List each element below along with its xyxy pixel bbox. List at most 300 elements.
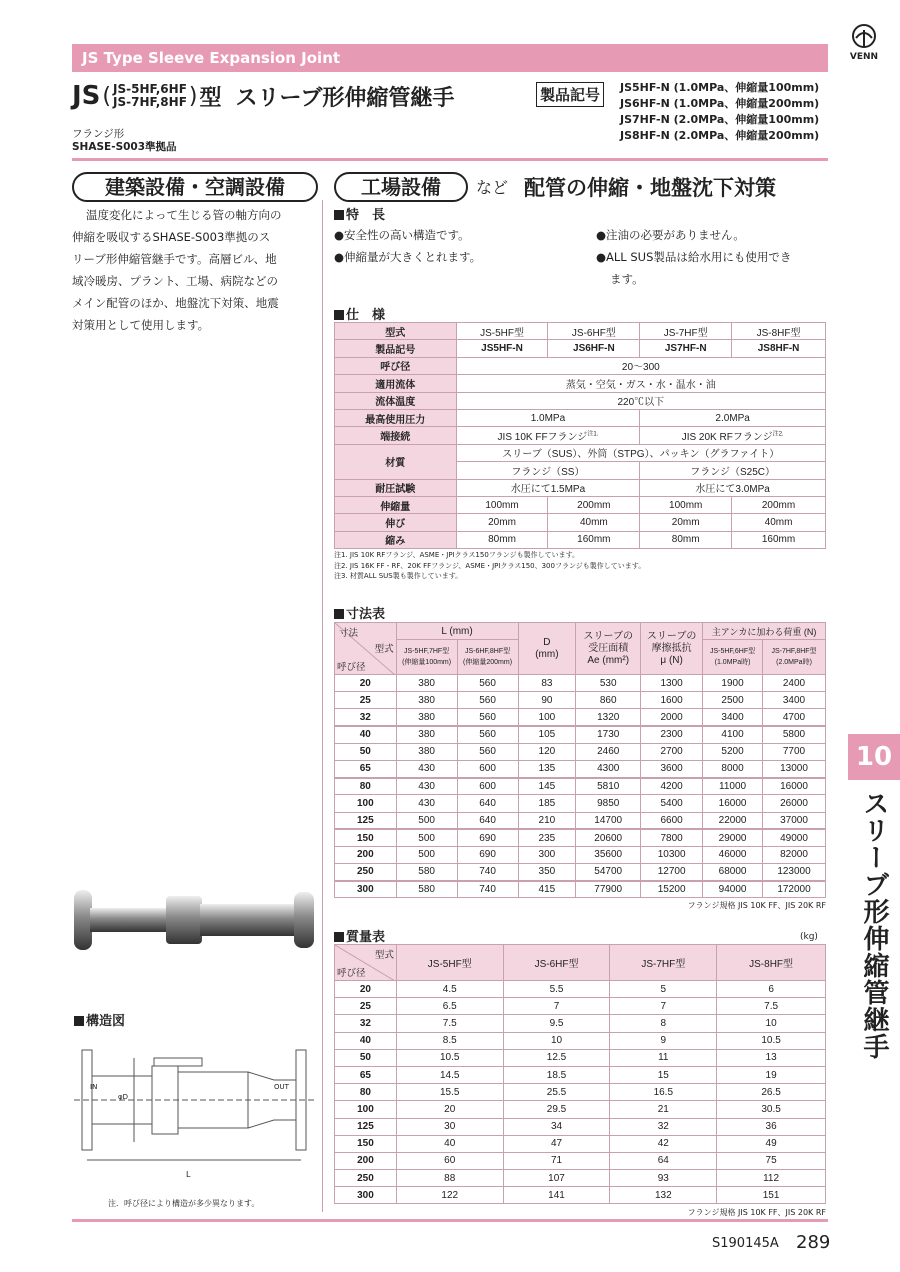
table-cell: 16.5 [610, 1084, 717, 1101]
table-cell: 15 [610, 1066, 717, 1083]
feature-item: ●ALL SUS製品は給水用にも使用でき [596, 250, 792, 264]
table-cell: 77900 [576, 881, 641, 898]
dims-sub: JS-6HF,8HF型 (伸縮量200mm) [457, 640, 518, 675]
table-cell: 15.5 [396, 1084, 503, 1101]
mass-unit: (kg) [800, 932, 818, 942]
spec-label: 流体温度 [335, 392, 457, 409]
spec-cell: 200mm [548, 496, 640, 513]
table-cell: 13000 [763, 760, 826, 777]
spec-cell: 200mm [732, 496, 826, 513]
flange-note [72, 128, 177, 154]
table-cell: 560 [457, 743, 518, 760]
spec-cell: 220℃以下 [456, 392, 825, 409]
table-cell: 19 [717, 1066, 826, 1083]
table-cell: 68000 [703, 864, 763, 881]
table-row [335, 1066, 826, 1083]
spec-cell: 水圧にて1.5MPa [456, 479, 640, 496]
table-row [335, 812, 826, 829]
structure-diagram [74, 1040, 320, 1190]
table-cell: 300 [518, 846, 576, 863]
table-cell: 93 [610, 1170, 717, 1187]
footer-rule [72, 1219, 828, 1222]
table-cell: 640 [457, 812, 518, 829]
table-cell: 600 [457, 778, 518, 795]
table-cell: 49000 [763, 829, 826, 846]
nominal-size: 50 [335, 743, 397, 760]
dims-table [334, 622, 826, 898]
spec-label: 端接続 [335, 427, 457, 444]
table-row [335, 1135, 826, 1152]
table-cell: 5.5 [503, 981, 610, 998]
spec-label: 伸び [335, 514, 457, 531]
table-cell: 34 [503, 1118, 610, 1135]
nominal-size: 50 [335, 1049, 397, 1066]
nominal-size: 200 [335, 846, 397, 863]
mass-table [334, 944, 826, 1204]
intro-line: 温度変化によって生じる管の軸方向の [86, 208, 282, 222]
table-row [335, 692, 826, 709]
table-cell: 580 [396, 881, 457, 898]
table-cell: 10300 [641, 846, 703, 863]
spec-label: 縮み [335, 531, 457, 548]
table-cell: 11000 [703, 778, 763, 795]
table-cell: 16000 [763, 778, 826, 795]
label-out: OUT [274, 1083, 289, 1091]
dims-corner [335, 623, 397, 675]
table-cell: 560 [457, 692, 518, 709]
table-cell: 12700 [641, 864, 703, 881]
spec-label: 耐圧試験 [335, 479, 457, 496]
nominal-size: 250 [335, 864, 397, 881]
table-cell: 500 [396, 812, 457, 829]
dims-sub: JS-5HF,7HF型 (伸縮量100mm) [396, 640, 457, 675]
table-cell: 1320 [576, 709, 641, 726]
table-cell: 71 [503, 1152, 610, 1169]
table-cell: 90 [518, 692, 576, 709]
table-cell: 141 [503, 1187, 610, 1204]
table-row [335, 981, 826, 998]
product-codes [620, 80, 819, 144]
table-cell: 100 [518, 709, 576, 726]
features-list-2 [596, 224, 791, 290]
table-cell: 122 [396, 1187, 503, 1204]
dims-h-L: L (mm) [396, 623, 518, 640]
table-cell: 5800 [763, 726, 826, 743]
table-cell: 7.5 [717, 998, 826, 1015]
table-cell: 21 [610, 1101, 717, 1118]
title-type: 型 [199, 85, 222, 111]
table-row [335, 1118, 826, 1135]
page-title: JS ( JS-5HF,6HF JS-7HF,8HF ) 型 スリーブ形伸縮管継手 [72, 81, 455, 111]
code-line: JS7HF-N (2.0MPa、伸縮量100mm) [620, 113, 820, 126]
spec-cell: JS6HF-N [548, 340, 640, 357]
pill-building: 建築設備・空調設備 [72, 172, 318, 202]
table-row [335, 881, 826, 898]
spec-cell: 160mm [548, 531, 640, 548]
table-cell: 640 [457, 795, 518, 812]
chapter-title: スリーブ形伸縮管継手 [859, 790, 889, 1060]
title-subtitle: スリーブ形伸縮管継手 [235, 85, 455, 111]
table-cell: 5 [610, 981, 717, 998]
spec-note: 注2. JIS 16K FF・RF、20K FFフランジ、ASME・JPIクラス150、300フランジも製作しています。 [334, 561, 646, 570]
table-cell: 47 [503, 1135, 610, 1152]
label-L: L [186, 1170, 191, 1179]
product-photo [74, 882, 320, 958]
spec-table [334, 322, 826, 549]
table-cell: 42 [610, 1135, 717, 1152]
note-shase: SHASE-S003準拠品 [72, 141, 177, 153]
table-cell: 560 [457, 675, 518, 692]
table-cell: 560 [457, 726, 518, 743]
table-cell: 40 [396, 1135, 503, 1152]
column-divider [322, 200, 323, 1212]
table-cell: 7.5 [396, 1015, 503, 1032]
table-cell: 2500 [703, 692, 763, 709]
table-cell: 4.5 [396, 981, 503, 998]
nominal-size: 125 [335, 812, 397, 829]
table-cell: 380 [396, 709, 457, 726]
mass-title: 質量表 [334, 926, 385, 945]
table-cell: 4300 [576, 760, 641, 777]
spec-label: 材質 [335, 444, 457, 479]
product-code-box: 製品記号 [536, 82, 604, 107]
label-phid: φD [118, 1093, 129, 1101]
table-cell: 10 [503, 1032, 610, 1049]
chapter-tab: 10 [848, 734, 900, 780]
table-row [335, 1152, 826, 1169]
table-cell: 46000 [703, 846, 763, 863]
mass-h-model: 型式 [374, 950, 394, 961]
table-cell: 83 [518, 675, 576, 692]
table-row [335, 864, 826, 881]
table-cell: 9 [610, 1032, 717, 1049]
spec-cell: JS-6HF型 [548, 323, 640, 340]
table-cell: 380 [396, 675, 457, 692]
spec-cell: 80mm [640, 531, 732, 548]
nominal-size: 200 [335, 1152, 397, 1169]
spec-cell: 160mm [732, 531, 826, 548]
table-cell: 107 [503, 1170, 610, 1187]
nominal-size: 25 [335, 692, 397, 709]
table-cell: 380 [396, 743, 457, 760]
nominal-size: 150 [335, 1135, 397, 1152]
table-cell: 14700 [576, 812, 641, 829]
spec-cell: スリーブ（SUS）、外筒（STPG）、パッキン（グラファイト） [456, 444, 825, 461]
table-cell: 2000 [641, 709, 703, 726]
mass-corner [335, 945, 397, 981]
table-cell: 22000 [703, 812, 763, 829]
nominal-size: 250 [335, 1170, 397, 1187]
dims-h-Ae: スリーブの 受圧面積 Ae (mm²) [576, 623, 641, 675]
nominal-size: 100 [335, 795, 397, 812]
dims-h-D: D (mm) [518, 623, 576, 675]
table-cell: 10.5 [396, 1049, 503, 1066]
dims-note: フランジ規格 JIS 10K FF、JIS 20K RF [687, 901, 826, 910]
table-cell: 32 [610, 1118, 717, 1135]
intro-line: 対策用として使用します。 [72, 318, 210, 332]
table-cell: 112 [717, 1170, 826, 1187]
dims-sub: JS-7HF,8HF型 (2.0MPa時) [763, 640, 826, 675]
intro-line: 域冷暖房、プラント、工場、病院などの [72, 274, 278, 288]
table-cell: 9.5 [503, 1015, 610, 1032]
table-cell: 12.5 [503, 1049, 610, 1066]
table-cell: 3600 [641, 760, 703, 777]
table-cell: 6600 [641, 812, 703, 829]
table-cell: 9850 [576, 795, 641, 812]
spec-cell: JS8HF-N [732, 340, 826, 357]
table-cell: 30 [396, 1118, 503, 1135]
table-cell: 2460 [576, 743, 641, 760]
nominal-size: 125 [335, 1118, 397, 1135]
table-cell: 54700 [576, 864, 641, 881]
table-cell: 350 [518, 864, 576, 881]
table-cell: 132 [610, 1187, 717, 1204]
table-row [335, 998, 826, 1015]
spec-cell: JIS 20K RFフランジ$^{注2.}$ [640, 427, 826, 444]
table-row [335, 726, 826, 743]
table-cell: 380 [396, 692, 457, 709]
table-cell: 135 [518, 760, 576, 777]
table-cell: 430 [396, 778, 457, 795]
table-cell: 530 [576, 675, 641, 692]
structure-note: 注．呼び径により構造が多少異なります。 [108, 1199, 260, 1208]
nominal-size: 25 [335, 998, 397, 1015]
table-row [335, 846, 826, 863]
nominal-size: 65 [335, 760, 397, 777]
table-cell: 37000 [763, 812, 826, 829]
dims-title: 寸法表 [334, 603, 385, 622]
table-cell: 740 [457, 864, 518, 881]
nominal-size: 300 [335, 1187, 397, 1204]
nominal-size: 150 [335, 829, 397, 846]
table-cell: 151 [717, 1187, 826, 1204]
features-list [334, 224, 481, 268]
spec-cell: JIS 10K FFフランジ$^{注1.}$ [456, 427, 640, 444]
table-cell: 8 [610, 1015, 717, 1032]
spec-cell: 水圧にて3.0MPa [640, 479, 826, 496]
table-row [335, 760, 826, 777]
table-cell: 7 [503, 998, 610, 1015]
feature-item: ます。 [610, 272, 644, 286]
table-cell: 1900 [703, 675, 763, 692]
table-cell: 4700 [763, 709, 826, 726]
spec-label: 型式 [335, 323, 457, 340]
table-row [335, 1084, 826, 1101]
table-cell: 8.5 [396, 1032, 503, 1049]
features-title: 特 長 [334, 204, 385, 223]
pill-factory: 工場設備 [334, 172, 468, 202]
table-cell: 1600 [641, 692, 703, 709]
table-cell: 430 [396, 760, 457, 777]
banner-tagline: 配管の伸縮・地盤沈下対策 [524, 176, 776, 200]
table-cell: 3400 [703, 709, 763, 726]
table-row [335, 778, 826, 795]
table-row [335, 743, 826, 760]
table-cell: 18.5 [503, 1066, 610, 1083]
footer-code: S190145A [712, 1236, 779, 1251]
table-cell: 740 [457, 881, 518, 898]
brand-name: VENN [849, 52, 879, 62]
table-row [335, 1049, 826, 1066]
table-cell: 430 [396, 795, 457, 812]
table-cell: 2400 [763, 675, 826, 692]
note-flange: フランジ形 [72, 128, 125, 140]
structure-title: 構造図 [74, 1010, 125, 1029]
mass-note: フランジ規格 JIS 10K FF、JIS 20K RF [687, 1208, 826, 1217]
table-cell: 7 [610, 998, 717, 1015]
header-band: JS Type Sleeve Expansion Joint [72, 44, 828, 72]
nominal-size: 32 [335, 1015, 397, 1032]
code-line: JS6HF-N (1.0MPa、伸縮量200mm) [620, 97, 820, 110]
spec-label: 適用流体 [335, 375, 457, 392]
spec-cell: 20〜300 [456, 357, 825, 374]
code-line: JS8HF-N (2.0MPa、伸縮量200mm) [620, 129, 820, 142]
table-cell: 26000 [763, 795, 826, 812]
spec-title: 仕 様 [334, 304, 385, 323]
feature-item: ●伸縮量が大きくとれます。 [334, 250, 482, 264]
table-cell: 11 [610, 1049, 717, 1066]
title-js: JS [72, 81, 101, 111]
nominal-size: 40 [335, 1032, 397, 1049]
table-cell: 36 [717, 1118, 826, 1135]
table-cell: 16000 [703, 795, 763, 812]
spec-cell: 20mm [456, 514, 548, 531]
table-cell: 7700 [763, 743, 826, 760]
table-cell: 600 [457, 760, 518, 777]
table-cell: 210 [518, 812, 576, 829]
table-cell: 64 [610, 1152, 717, 1169]
table-cell: 60 [396, 1152, 503, 1169]
spec-note: 注3. 材質ALL SUS製も製作しています。 [334, 572, 463, 580]
mass-h: JS-5HF型 [396, 945, 503, 981]
spec-cell: JS-8HF型 [732, 323, 826, 340]
spec-cell: JS-7HF型 [640, 323, 732, 340]
spec-cell: 20mm [640, 514, 732, 531]
table-cell: 1730 [576, 726, 641, 743]
table-cell: 88 [396, 1170, 503, 1187]
table-cell: 26.5 [717, 1084, 826, 1101]
dims-sub: JS-5HF,6HF型 (1.0MPa時) [703, 640, 763, 675]
table-cell: 3400 [763, 692, 826, 709]
page-number: 289 [796, 1232, 831, 1253]
spec-cell: 100mm [640, 496, 732, 513]
table-cell: 4200 [641, 778, 703, 795]
table-cell: 2300 [641, 726, 703, 743]
table-row [335, 1187, 826, 1204]
spec-label: 呼び径 [335, 357, 457, 374]
table-cell: 30.5 [717, 1101, 826, 1118]
nominal-size: 80 [335, 778, 397, 795]
table-cell: 13 [717, 1049, 826, 1066]
table-row [335, 675, 826, 692]
spec-cell: 80mm [456, 531, 548, 548]
title-sup2: JS-7HF,8HF [113, 95, 187, 109]
table-cell: 860 [576, 692, 641, 709]
mass-h: JS-7HF型 [610, 945, 717, 981]
code-line: JS5HF-N (1.0MPa、伸縮量100mm) [620, 81, 820, 94]
table-cell: 500 [396, 829, 457, 846]
spec-cell: 2.0MPa [640, 409, 826, 426]
table-cell: 5810 [576, 778, 641, 795]
table-cell: 49 [717, 1135, 826, 1152]
table-cell: 560 [457, 709, 518, 726]
spec-cell: JS7HF-N [640, 340, 732, 357]
feature-item: ●注油の必要がありません。 [596, 228, 745, 242]
spec-notes [334, 550, 645, 582]
nominal-size: 80 [335, 1084, 397, 1101]
intro-text [72, 204, 320, 336]
table-cell: 4100 [703, 726, 763, 743]
table-cell: 94000 [703, 881, 763, 898]
table-row [335, 1032, 826, 1049]
table-cell: 29.5 [503, 1101, 610, 1118]
table-cell: 7800 [641, 829, 703, 846]
spec-cell: 100mm [456, 496, 548, 513]
table-cell: 690 [457, 829, 518, 846]
spec-cell: JS-5HF型 [456, 323, 548, 340]
table-cell: 172000 [763, 881, 826, 898]
nominal-size: 40 [335, 726, 397, 743]
table-cell: 8000 [703, 760, 763, 777]
dims-h-model: 型式 [374, 644, 394, 655]
label-in: IN [90, 1083, 98, 1091]
nominal-size: 300 [335, 881, 397, 898]
spec-cell: 1.0MPa [456, 409, 640, 426]
spec-label: 製品記号 [335, 340, 457, 357]
table-cell: 2700 [641, 743, 703, 760]
spec-cell: 蒸気・空気・ガス・水・温水・油 [456, 375, 825, 392]
intro-line: リーブ形伸縮管継手です。高層ビル、地 [72, 252, 277, 266]
table-cell: 35600 [576, 846, 641, 863]
table-cell: 500 [396, 846, 457, 863]
table-cell: 415 [518, 881, 576, 898]
dims-h-mu: スリーブの 摩擦抵抗 μ (N) [641, 623, 703, 675]
table-cell: 6 [717, 981, 826, 998]
mass-h: JS-6HF型 [503, 945, 610, 981]
feature-item: ●安全性の高い構造です。 [334, 228, 470, 242]
table-cell: 690 [457, 846, 518, 863]
mass-h: JS-8HF型 [717, 945, 826, 981]
nominal-size: 32 [335, 709, 397, 726]
table-row [335, 709, 826, 726]
spec-note: 注1. JIS 10K RFフランジ、ASME・JPIクラス150フランジも製作しています。 [334, 551, 580, 559]
table-cell: 1300 [641, 675, 703, 692]
venn-logo [846, 22, 882, 62]
table-cell: 75 [717, 1152, 826, 1169]
table-cell: 105 [518, 726, 576, 743]
dims-h-dim: 寸法 [339, 628, 359, 639]
table-row [335, 1170, 826, 1187]
dims-h-nom: 呼び径 [337, 662, 366, 673]
table-cell: 120 [518, 743, 576, 760]
table-row [335, 1101, 826, 1118]
table-cell: 10 [717, 1015, 826, 1032]
table-cell: 25.5 [503, 1084, 610, 1101]
intro-line: メイン配管のほか、地盤沈下対策、地震 [72, 296, 279, 310]
table-cell: 380 [396, 726, 457, 743]
table-cell: 580 [396, 864, 457, 881]
table-row [335, 829, 826, 846]
header-rule [72, 158, 828, 161]
title-sup1: JS-5HF,6HF [113, 82, 187, 96]
table-cell: 20 [396, 1101, 503, 1118]
spec-label: 最高使用圧力 [335, 409, 457, 426]
spec-cell: JS5HF-N [456, 340, 548, 357]
table-row [335, 1015, 826, 1032]
table-cell: 29000 [703, 829, 763, 846]
table-cell: 123000 [763, 864, 826, 881]
table-cell: 20600 [576, 829, 641, 846]
